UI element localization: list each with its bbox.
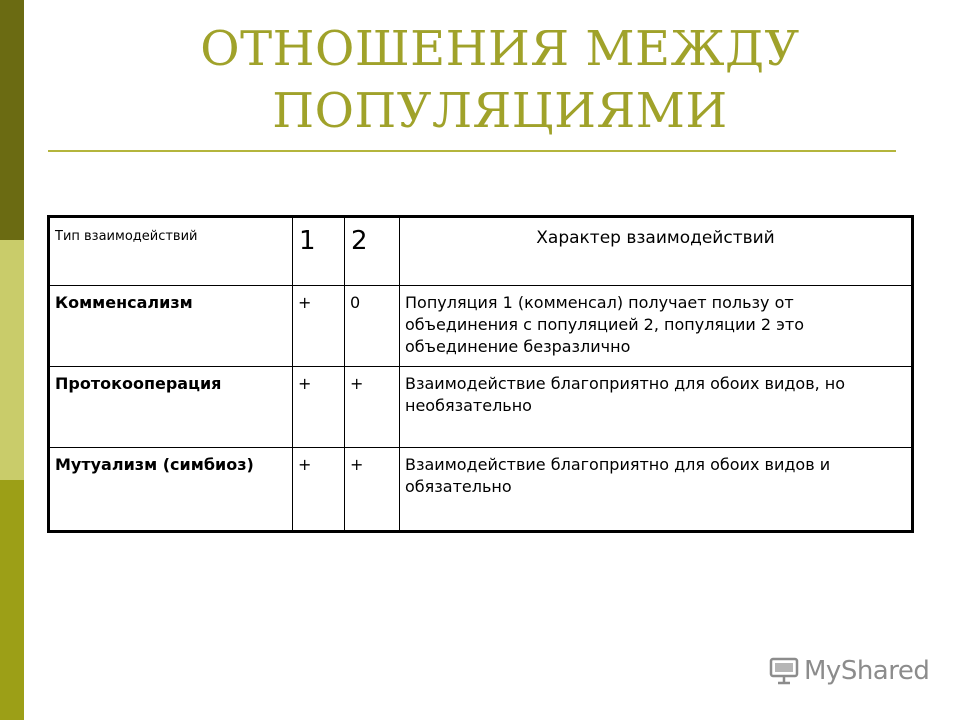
- slide-title-line1: ОТНОШЕНИЯ МЕЖДУ: [200, 21, 800, 77]
- table-row: [49, 367, 913, 448]
- sidebar-stripe-dark: [0, 0, 24, 240]
- header-population-1: 1: [293, 217, 345, 286]
- sidebar-stripe-light: [0, 240, 24, 480]
- table-header-row: [49, 217, 913, 286]
- row-pop2-effect: +: [345, 448, 400, 532]
- row-description: Взаимодействие благоприятно для обоих видов, но необязательно: [400, 367, 913, 448]
- slide-title: [120, 18, 880, 142]
- row-pop1-effect: +: [293, 367, 345, 448]
- row-pop2-effect: +: [345, 367, 400, 448]
- presentation-icon: [768, 655, 800, 687]
- row-pop1-effect: +: [293, 448, 345, 532]
- watermark-logo: [768, 652, 929, 690]
- sidebar-stripe-mid: [0, 480, 24, 720]
- row-name: Комменсализм: [49, 286, 293, 367]
- row-pop1-effect: +: [293, 286, 345, 367]
- slide-title-line2: ПОПУЛЯЦИЯМИ: [272, 83, 728, 139]
- table-row: [49, 448, 913, 532]
- row-description: Популяция 1 (комменсал) получает пользу от объединения с популяцией 2, популяции 2 это объединение безразлично: [400, 286, 913, 367]
- header-population-2: 2: [345, 217, 400, 286]
- header-character: Характер взаимодействий: [400, 217, 913, 286]
- row-name: Мутуализм (симбиоз): [49, 448, 293, 532]
- row-description: Взаимодействие благоприятно для обоих видов и обязательно: [400, 448, 913, 532]
- table-row: [49, 286, 913, 367]
- watermark-text: MyShared: [804, 656, 930, 686]
- header-type: Тип взаимодействий: [49, 217, 293, 286]
- title-divider: [48, 150, 896, 152]
- row-name: Протокооперация: [49, 367, 293, 448]
- row-pop2-effect: 0: [345, 286, 400, 367]
- interactions-table: [47, 215, 914, 533]
